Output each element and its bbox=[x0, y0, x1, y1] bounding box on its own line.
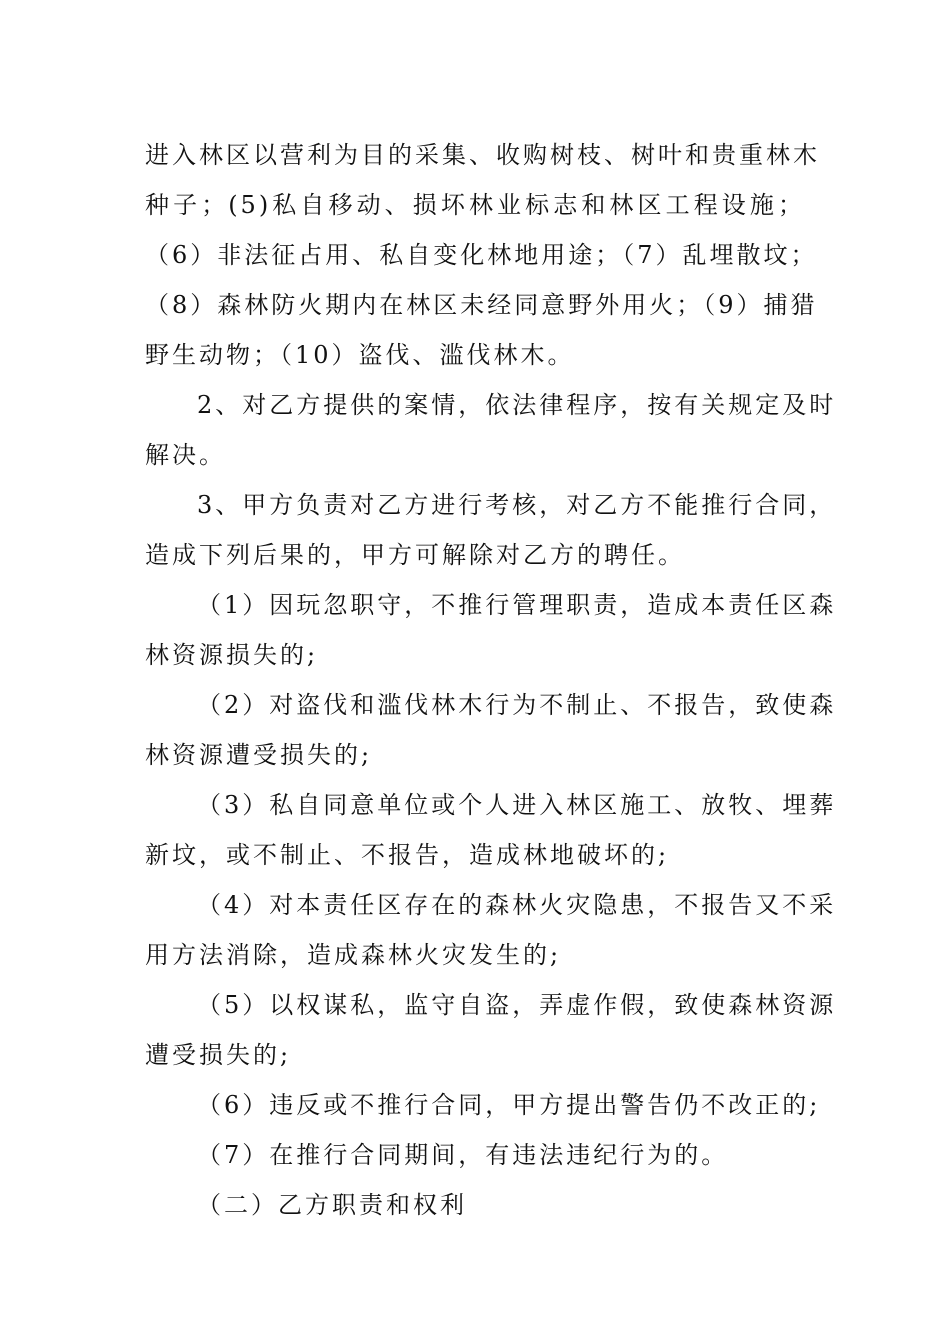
text-line: 野生动物；（10）盗伐、滥伐林木。 bbox=[145, 341, 575, 369]
text-line: （7）在推行合同期间，有违法违纪行为的。 bbox=[197, 1141, 729, 1169]
text-line: （1）因玩忽职守，不推行管理职责，造成本责任区森 bbox=[197, 591, 837, 619]
text-line: 用方法消除，造成森林火灾发生的; bbox=[145, 941, 562, 969]
text-line: （4）对本责任区存在的森林火灾隐患，不报告又不采 bbox=[197, 891, 837, 919]
text-line: （6）非法征占用、私自变化林地用途；（7）乱埋散坟； bbox=[145, 241, 818, 269]
section-heading: （二）乙方职责和权利 bbox=[197, 1191, 467, 1219]
text-line: 林资源遭受损失的; bbox=[145, 741, 373, 769]
text-line: （5）以权谋私，监守自盗，弄虚作假，致使森林资源 bbox=[197, 991, 837, 1019]
text-line: 解决。 bbox=[145, 441, 226, 469]
text-line: 进入林区以营利为目的采集、收购树枝、树叶和贵重林木 bbox=[145, 141, 820, 169]
text-line: （8）森林防火期内在林区未经同意野外用火；（9）捕猎 bbox=[145, 291, 818, 319]
text-line: 造成下列后果的，甲方可解除对乙方的聘任。 bbox=[145, 541, 685, 569]
text-line: 2、对乙方提供的案情，依法律程序，按有关规定及时 bbox=[197, 391, 837, 419]
document-body bbox=[145, 130, 837, 1230]
text-line: 3、甲方负责对乙方进行考核，对乙方不能推行合同， bbox=[197, 491, 837, 519]
text-line: 新坟，或不制止、不报告，造成林地破坏的; bbox=[145, 841, 670, 869]
text-line: 种子；(5)私自移动、损坏林业标志和林区工程设施； bbox=[145, 191, 805, 219]
text-line: （2）对盗伐和滥伐林木行为不制止、不报告，致使森 bbox=[197, 691, 837, 719]
text-line: 遭受损失的; bbox=[145, 1041, 292, 1069]
text-line: （6）违反或不推行合同，甲方提出警告仍不改正的; bbox=[197, 1091, 821, 1119]
text-line: （3）私自同意单位或个人进入林区施工、放牧、埋葬 bbox=[197, 791, 837, 819]
text-line: 林资源损失的; bbox=[145, 641, 319, 669]
